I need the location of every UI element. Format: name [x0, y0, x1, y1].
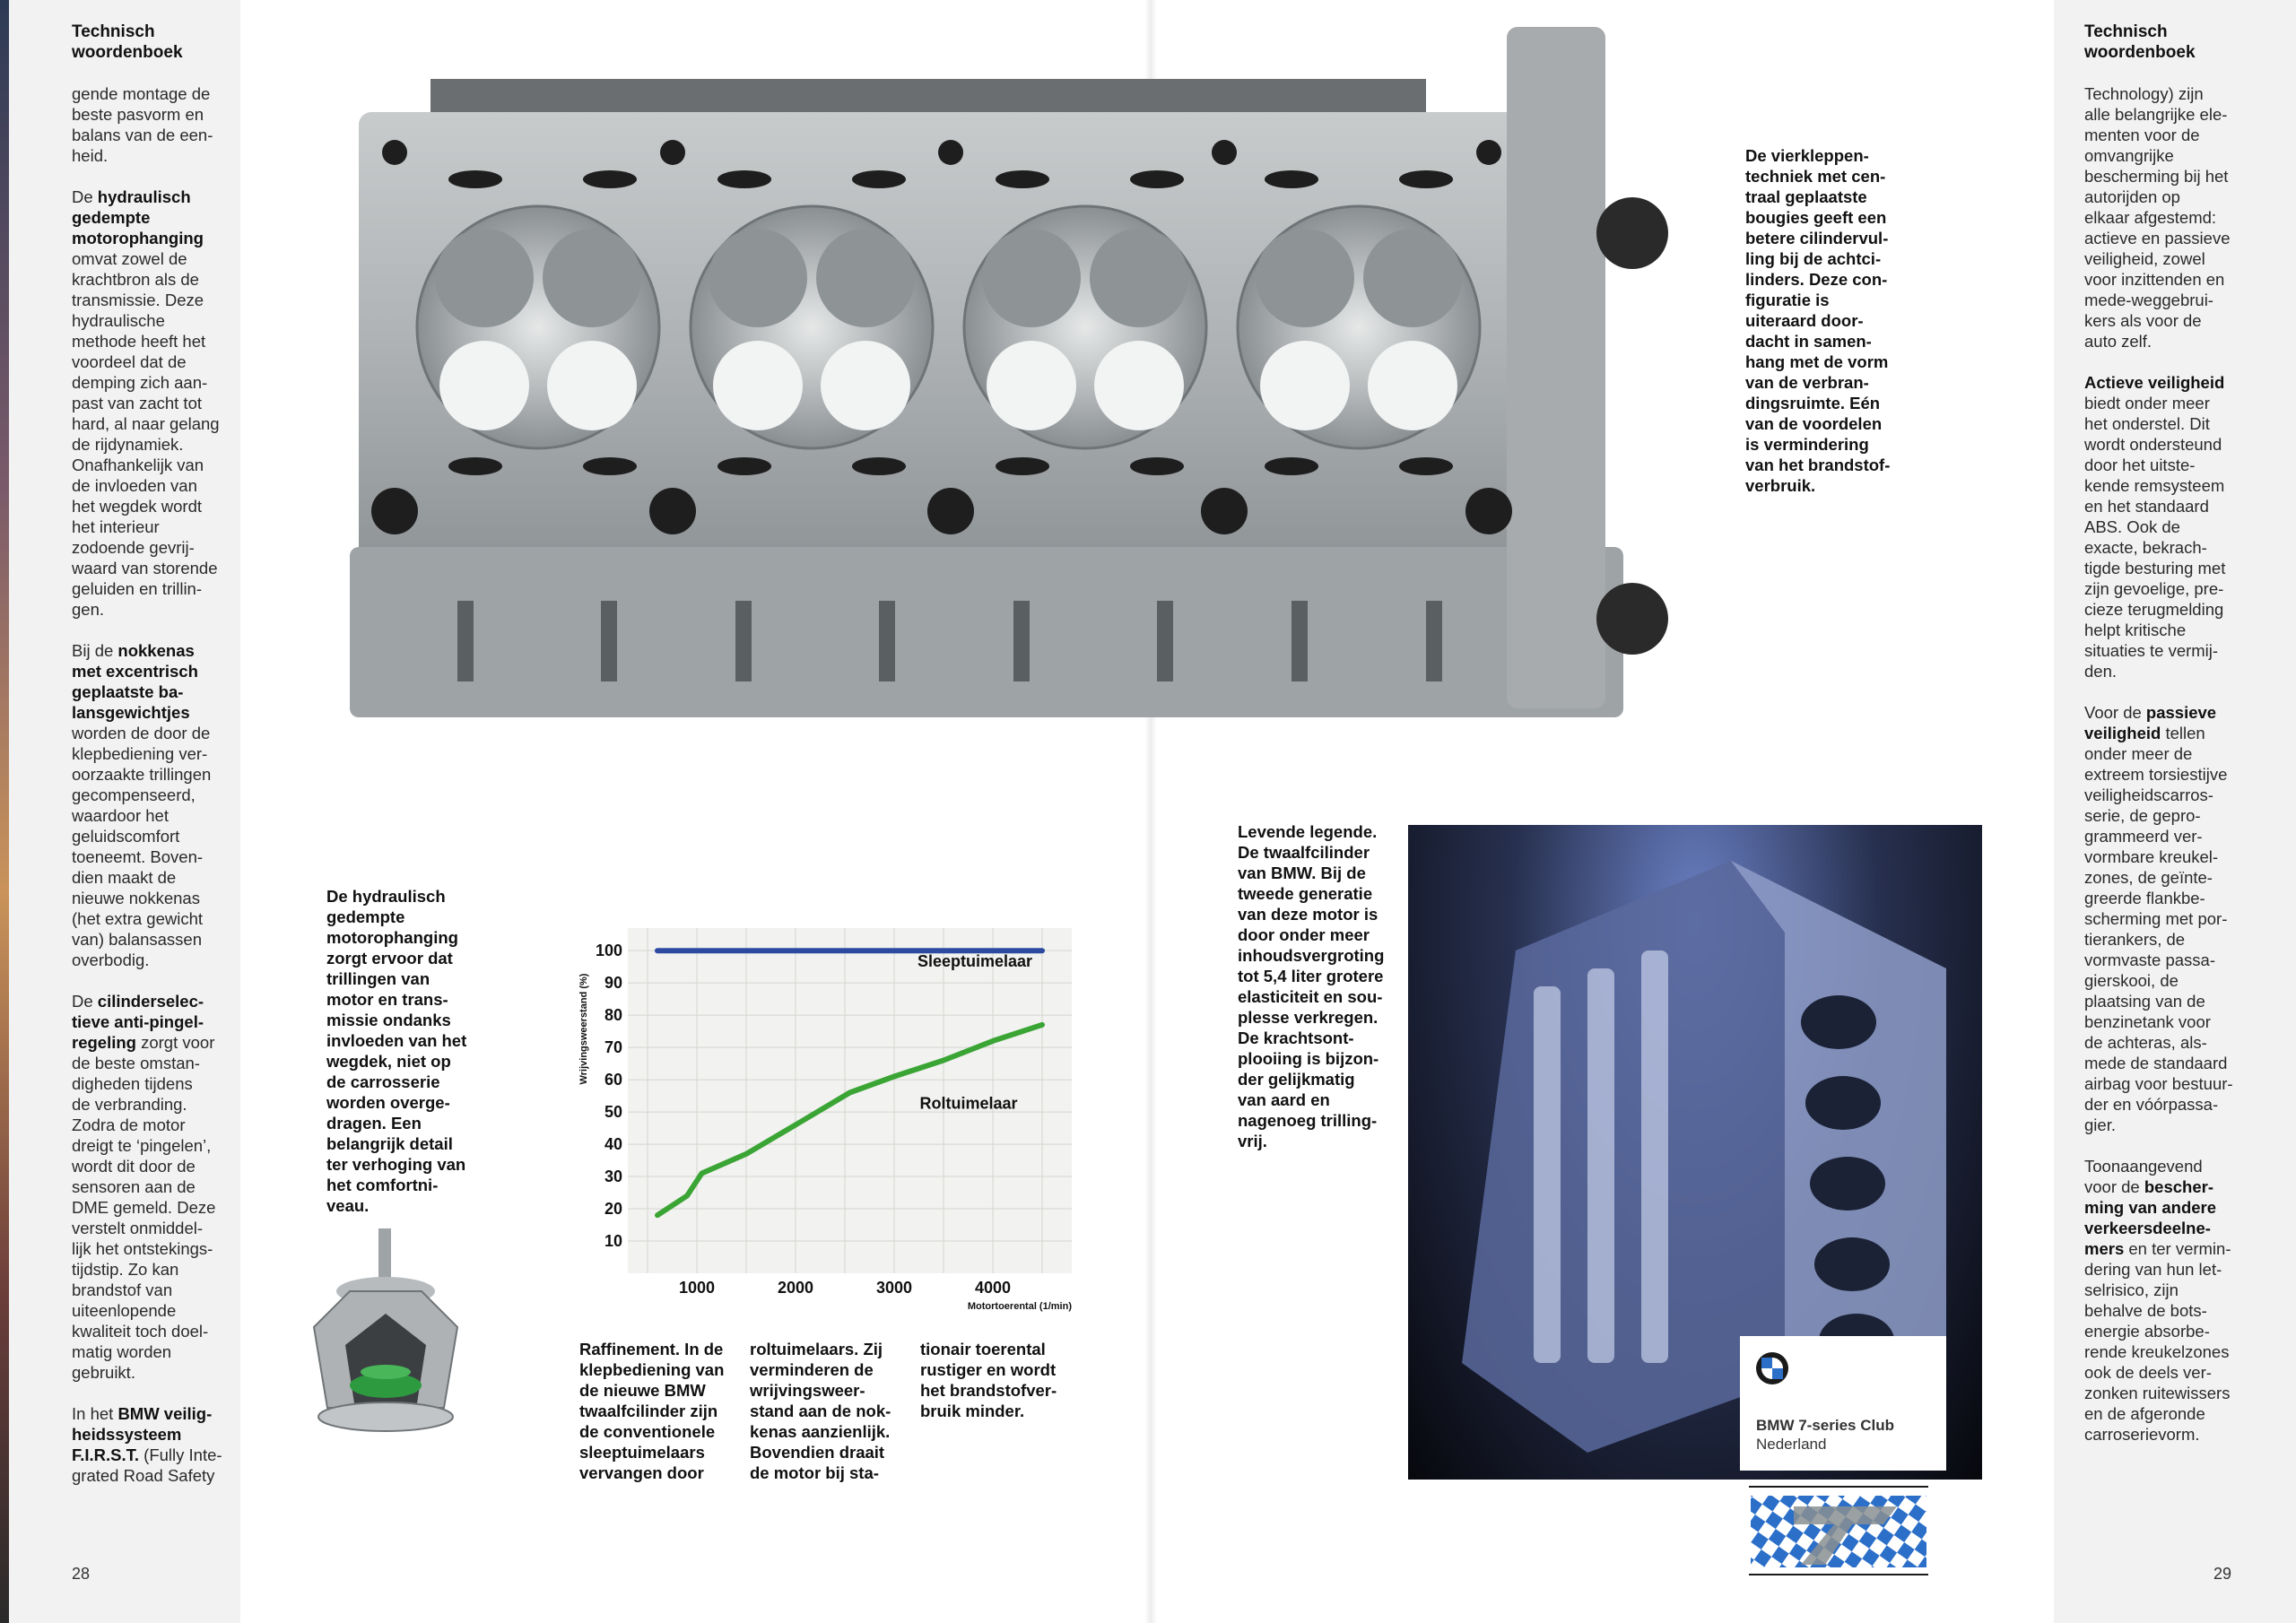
left-sidebar-paragraph: In het BMW veilig- heidssysteem F.I.R.S.T. (Fully Inte- grated Road Safety: [72, 1404, 222, 1485]
right-sidebar-paragraph: Technology) zijn alle belangrijke ele- menten voor de omvangrijke bescherming bij het autorijden op elkaar afgestemd: actieve en passieve veiligheid, zowel voor inzittenden en mede-weggebrui- kers als voor de auto zelf.: [2084, 84, 2231, 351]
left-sidebar-paragraph: De cilinderselec- tieve anti-pingel- regeling zorgt voor de beste omstan- digheden tijdens de verbranding. Zodra de motor dreigt te ‘pingelen’, wordt dit door de sensoren aan de DME gemeld. Deze verstelt onmiddel- lijk het ontstekings- tijdstip. Zo kan brandstof van uiteenlopende kwaliteit toch doel- matig worden gebruikt.: [72, 992, 216, 1382]
left-sidebar-paragraph: gende montage de beste pasvorm en balans van de een- heid.: [72, 84, 213, 165]
right-sidebar-paragraph: Actieve veiligheid biedt onder meer het onderstel. Dit wordt ondersteund door het uitste- kende remsysteem en het standaard ABS. Ook de exacte, bekrach- tigde besturing met zijn gevoelige, pre- cieze terugmelding helpt kritische situaties te vermij- den.: [2084, 373, 2226, 681]
caption-legende: Levende legende. De twaalfcilinder van BMW. Bij de tweede generatie van deze motor is door onder meer inhoudsvergroting tot 5,4 liter grotere elasticiteit en sou- plesse verkregen. De krachtsont- plooiing is bijzon- der gelijkmatig van aard en nagenoeg trilling- vrij.: [1238, 822, 1385, 1150]
caption-vierkleppen: De vierkleppen- techniek met cen- traal geplaatste bougies geeft een betere cilindervul- ling bij de achtci- linders. Deze con- figuratie is uiteraard door- dacht in samen- hang met de vorm van de verbran- dingsruimte. Eén van de voordelen is vermindering van het brandstof- verbruik.: [1745, 146, 1891, 495]
chart-xtick-label: 2000: [777, 1279, 814, 1297]
left-heading: Technisch woordenboek: [72, 22, 183, 62]
chart-xtick-label: 4000: [974, 1279, 1012, 1297]
club-logo-box: [1740, 1336, 1946, 1471]
body-column-3: tionair toerental rustiger en wordt het brandstofver- bruik minder.: [920, 1340, 1057, 1420]
right-heading: Technisch woordenboek: [2084, 22, 2196, 62]
chart-ytick-label: 50: [604, 1103, 622, 1122]
chart-ytick-label: 80: [604, 1006, 622, 1025]
chart-series-label: Sleeptuimelaar: [917, 952, 1032, 971]
chart-ytick-label: 30: [604, 1167, 622, 1186]
chart-ytick-label: 70: [604, 1038, 622, 1057]
engine-mount-illustration: [296, 1228, 475, 1444]
bavarian-7-logo: [1749, 1480, 1928, 1578]
chart-xtick-label: 1000: [678, 1279, 716, 1297]
chart-series-label: Roltuimelaar: [919, 1094, 1018, 1113]
left-sidebar-paragraph: Bij de nokkenas met excentrisch geplaatste ba- lansgewichtjes worden de door de klepbediening ver- oorzaakte trillingen gecompenseerd, waardoor het geluidscomfort toeneemt. Boven- dien maakt de nieuwe nokkenas (het extra gewicht van) balansassen overbodig.: [72, 641, 212, 969]
body-column-1: Raffinement. In de klepbediening van de nieuwe BMW twaalfcilinder zijn de conventionele sleeptuimelaars vervangen door: [579, 1340, 725, 1482]
right-sidebar-text: [2084, 83, 2264, 1465]
chart-ytick-label: 20: [604, 1200, 622, 1219]
page-number-left: 28: [72, 1565, 91, 1583]
chart-ytick-label: 90: [604, 974, 622, 993]
left-sidebar-paragraph: De hydraulisch gedempte motorophanging omvat zowel de krachtbron als de transmissie. Deze hydraulische methode heeft het voordeel dat de demping zich aan- past van zacht tot hard, al naar gelang de rijdynamiek. Onafhankelijk van de invloeden van het wegdek wordt het interieur zodoende gevrij- waard van storende geluiden en trillin- gen.: [72, 187, 220, 619]
right-sidebar-paragraph: Voor de passieve veiligheid tellen onder meer de extreem torsiestijve veiligheidscarros- serie, de gepro- grammeerd ver- vormbare kreukel- zones, de geïnte- greerde flankbe- scherming met por- tierankers, de vormvaste passa- gierskooi, de plaatsing van de benzinetank voor de achteras, als- mede de standaard airbag voor bestuur- der en vóórpassa- gier.: [2084, 703, 2233, 1134]
chart-x-axis-label: Motortoerental (1/min): [967, 1301, 1072, 1312]
caption-motorophanging: De hydraulisch gedempte motorophanging zorgt ervoor dat trillingen van motor en trans- missie ondanks invloeden van het wegdek, niet op de carrosserie worden overge- dragen. Een belangrijk detail ter verhoging van het comfortni- veau.: [326, 887, 467, 1215]
chart-ytick-label: 100: [595, 942, 622, 960]
club-subtitle: Nederland: [1756, 1436, 1827, 1453]
left-sidebar-text: [72, 83, 242, 1506]
chart-y-axis-label: Wrijvingsweerstand (%): [578, 973, 589, 1085]
page-number-right: 29: [2213, 1565, 2232, 1583]
friction-chart: [574, 924, 1076, 1312]
chart-ytick-label: 60: [604, 1071, 622, 1089]
body-column-2: roltuimelaars. Zij verminderen de wrijvingsweer- stand aan de nok- kenas aanzienlijk. Bovendien draait de motor bij sta-: [750, 1340, 891, 1482]
adjacent-page-edge: [0, 0, 9, 1623]
chart-xtick-label: 3000: [875, 1279, 913, 1297]
chart-ytick-label: 40: [604, 1135, 622, 1154]
cylinder-head-photo: [341, 9, 1731, 755]
club-name: BMW 7-series Club: [1756, 1417, 1894, 1434]
right-sidebar-paragraph: Toonaangevend voor de bescher- ming van andere verkeersdeelne- mers en ter vermin- dering van hun let- selrisico, zijn behalve de bots- energie absorbe- rende kreukelzones ook de deels ver- zonken ruitewissers en de afgeronde carroserievorm.: [2084, 1157, 2231, 1444]
bmw-roundel-icon: [1756, 1352, 1788, 1384]
chart-ytick-label: 10: [604, 1232, 622, 1251]
